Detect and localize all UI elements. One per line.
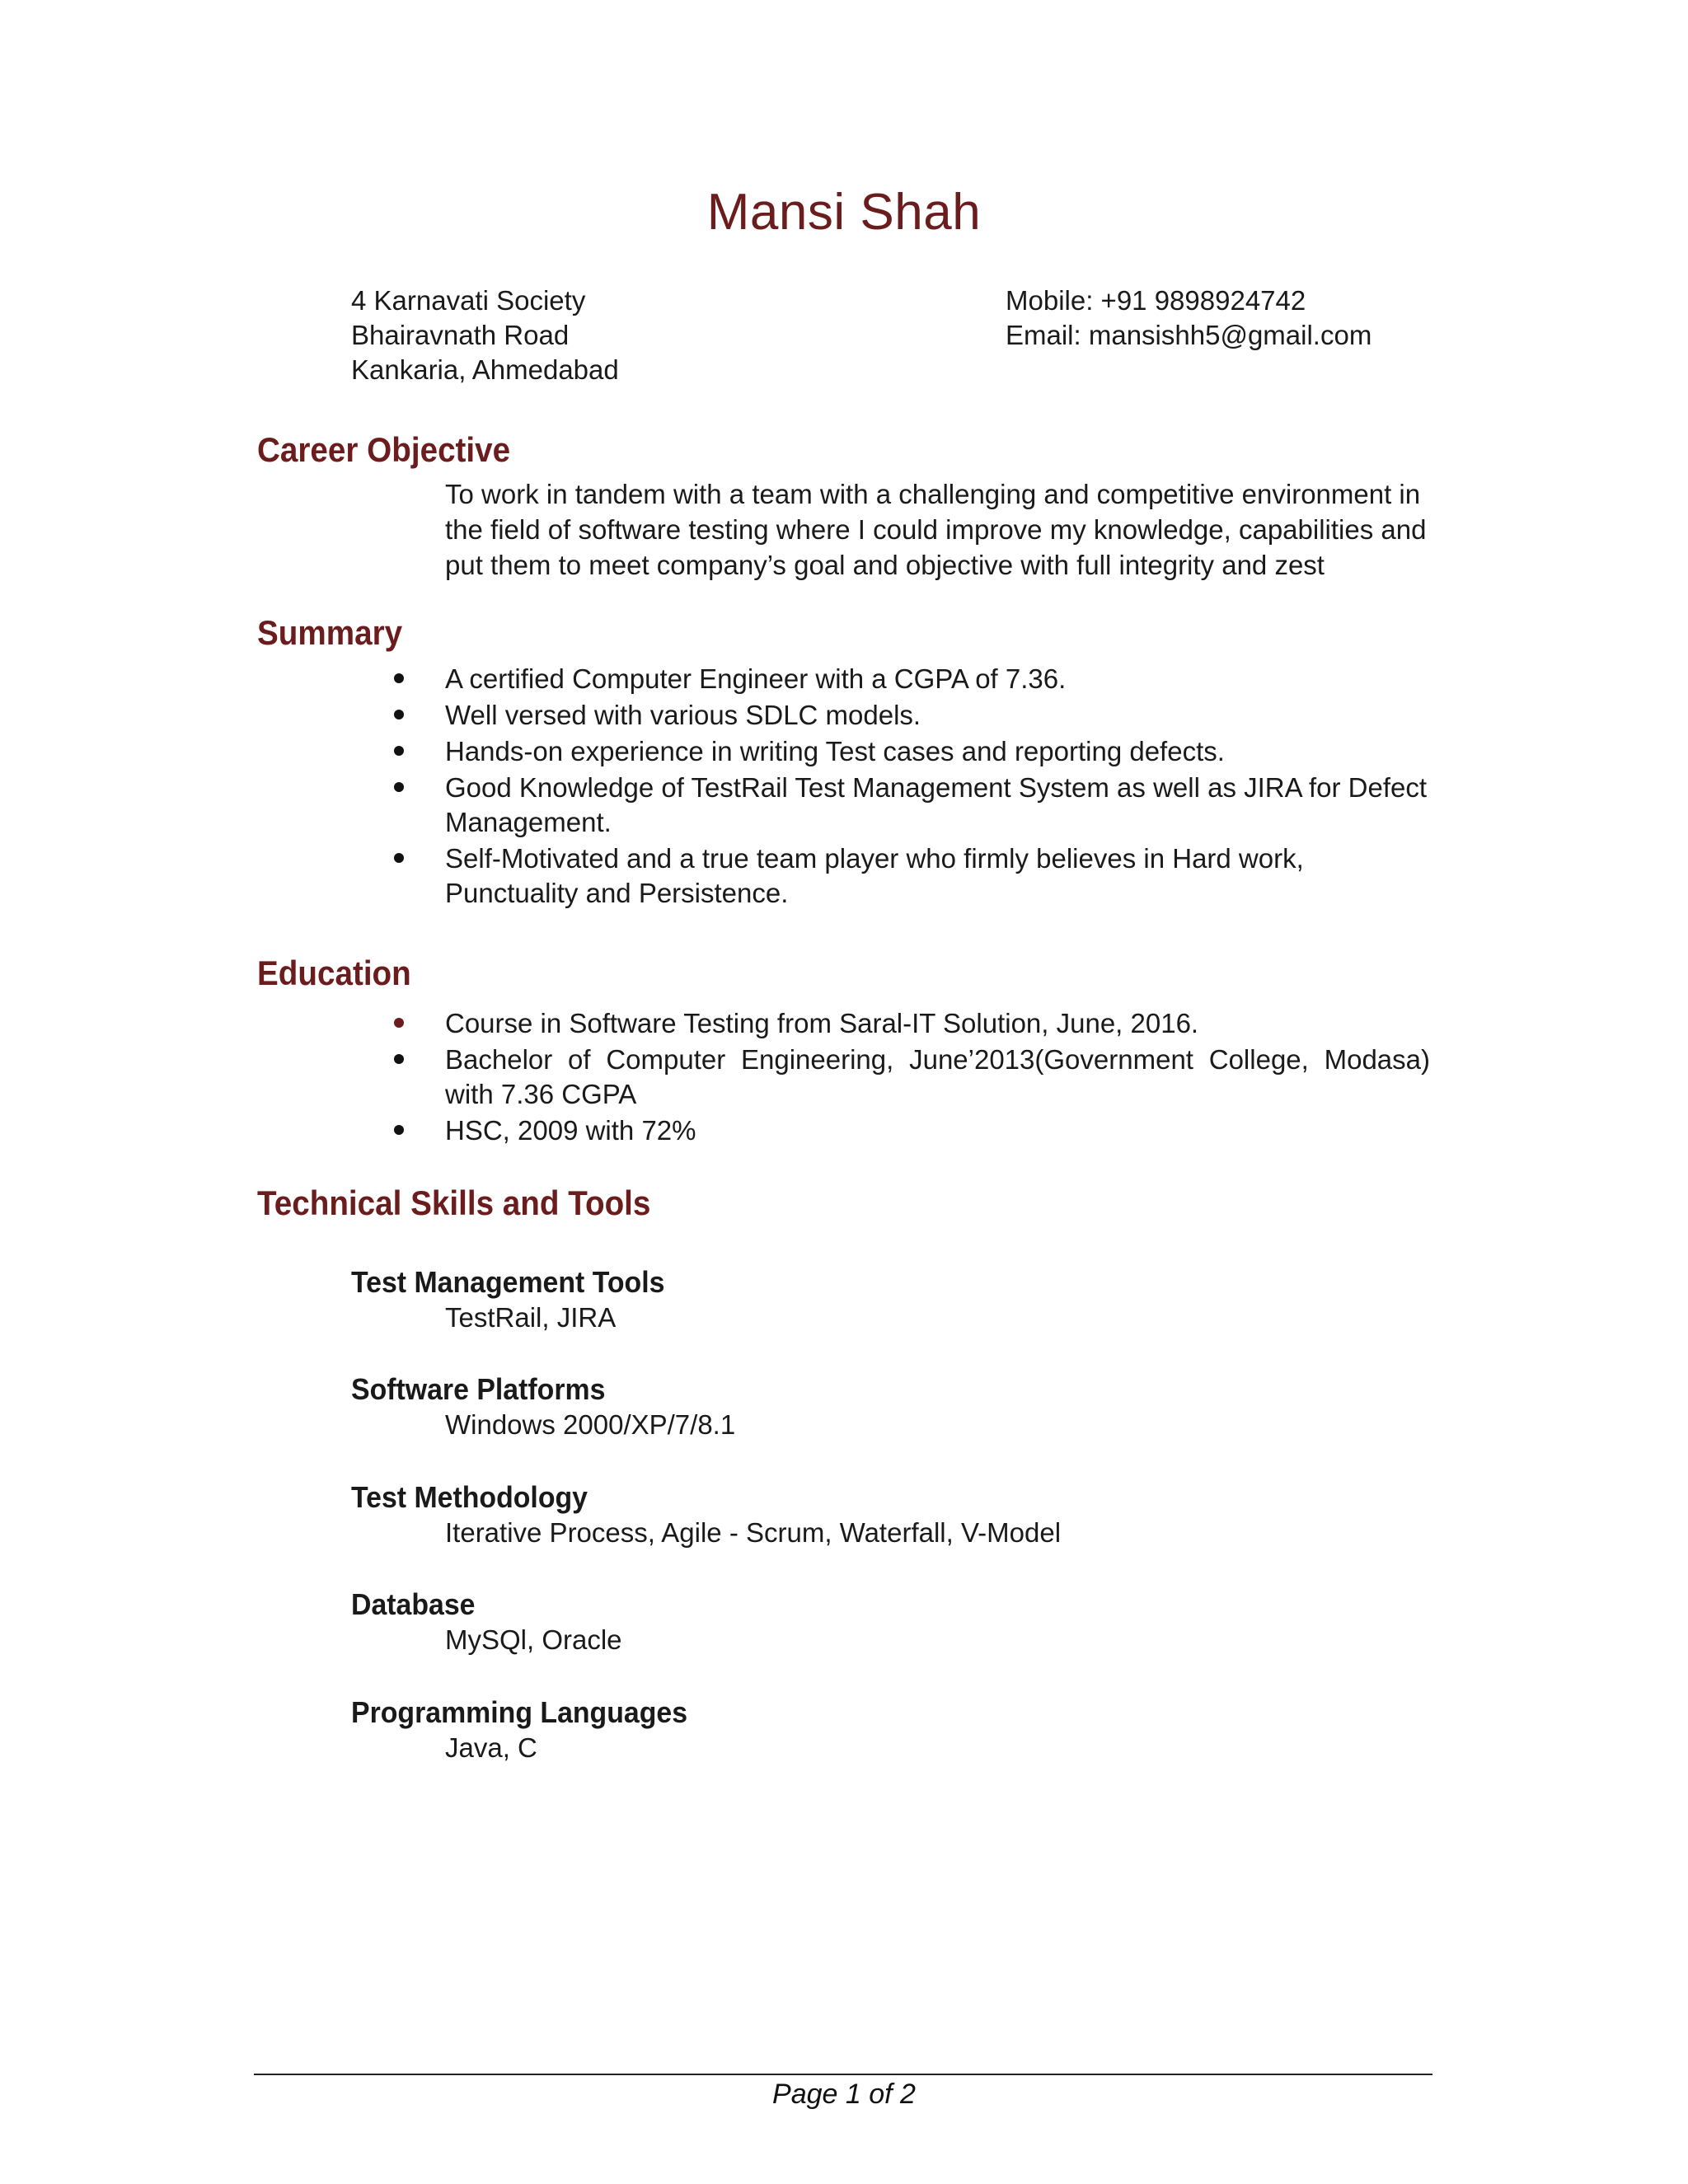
skill-group-heading: Programming Languages xyxy=(351,1695,688,1729)
contact-block xyxy=(1006,284,1372,353)
bullet-icon xyxy=(394,853,404,863)
skill-group xyxy=(351,1264,685,1335)
address-line: Bhairavnath Road xyxy=(351,320,570,350)
education-item: Bachelor of Computer Engineering, June’2013(Government College, Modasa) with 7.36 CGPA xyxy=(445,1043,1430,1112)
bullet-icon xyxy=(394,673,404,683)
career-objective-heading: Career Objective xyxy=(257,430,511,469)
skill-group xyxy=(351,1479,1061,1550)
summary-item: Good Knowledge of TestRail Test Management System as well as JIRA for Defect Management. xyxy=(445,771,1430,840)
career-line: To work in tandem with a team with a challenging and competitive environment in xyxy=(445,479,1421,509)
bullet-icon xyxy=(394,1054,404,1064)
summary-item: Self-Motivated and a true team player who firmly believes in Hard work, Punctuality and Persistence. xyxy=(445,841,1430,911)
career-line: put them to meet company’s goal and objective with full integrity and zest xyxy=(445,550,1325,580)
footer-divider xyxy=(254,2074,1432,2075)
bullet-icon xyxy=(394,710,404,719)
skill-group-heading: Software Platforms xyxy=(351,1372,606,1406)
bullet-icon xyxy=(394,1018,404,1028)
address-block xyxy=(351,284,619,387)
summary-list xyxy=(445,662,1430,912)
mobile-number: Mobile: +91 9898924742 xyxy=(1006,285,1306,316)
summary-item: Well versed with various SDLC models. xyxy=(445,698,1430,733)
summary-item: A certified Computer Engineer with a CGPA of 7.36. xyxy=(445,662,1430,696)
page-number: Page 1 of 2 xyxy=(772,2079,916,2110)
skill-group xyxy=(351,1694,709,1765)
summary-heading: Summary xyxy=(257,613,403,652)
bullet-icon xyxy=(394,746,404,756)
skill-group-value: Iterative Process, Agile - Scrum, Waterfall, V-Model xyxy=(445,1517,1062,1548)
bullet-icon xyxy=(394,782,404,792)
address-line: Kankaria, Ahmedabad xyxy=(351,354,619,385)
skill-group xyxy=(351,1586,622,1657)
bullet-icon xyxy=(394,1125,404,1135)
career-objective-text xyxy=(445,476,1434,583)
skill-group-value: MySQl, Oracle xyxy=(445,1624,622,1655)
career-line: the field of software testing where I could improve my knowledge, capabilities and xyxy=(445,514,1427,545)
skill-group-heading: Database xyxy=(351,1587,476,1621)
resume-name: Mansi Shah xyxy=(706,184,982,241)
address-line: 4 Karnavati Society xyxy=(351,285,586,316)
summary-item: Hands-on experience in writing Test cases and reporting defects. xyxy=(445,734,1430,769)
education-item: HSC, 2009 with 72% xyxy=(445,1113,1430,1148)
email-address: Email: mansishh5@gmail.com xyxy=(1006,320,1372,350)
skill-group-heading: Test Management Tools xyxy=(351,1265,665,1299)
skill-group-value: Windows 2000/XP/7/8.1 xyxy=(445,1409,736,1440)
education-list xyxy=(445,1006,1430,1150)
education-heading: Education xyxy=(257,954,411,992)
skill-group-heading: Test Methodology xyxy=(351,1480,588,1514)
education-item: Course in Software Testing from Saral-IT Solution, June, 2016. xyxy=(445,1006,1430,1041)
skill-group-value: Java, C xyxy=(445,1732,537,1763)
skill-group-value: TestRail, JIRA xyxy=(445,1302,617,1333)
skills-heading: Technical Skills and Tools xyxy=(257,1183,651,1222)
skill-group xyxy=(351,1371,735,1442)
